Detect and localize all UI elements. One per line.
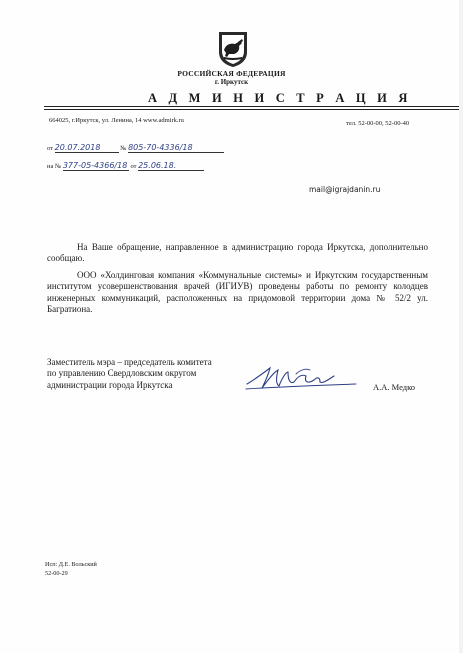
- outgoing-number-label: №: [120, 145, 127, 152]
- body-paragraph-2: [47, 270, 428, 315]
- scan-edge: [459, 0, 463, 653]
- handwritten-signature: [244, 360, 362, 394]
- coat-of-arms-icon: [216, 30, 250, 68]
- city-name: г. Иркутск: [214, 78, 249, 86]
- organization-address: 664025, г.Иркутск, ул. Ленина, 14 www.admirk.ru: [49, 117, 184, 124]
- incoming-number: 377-05-4366/18: [62, 161, 128, 170]
- outgoing-date: 20.07.2018: [55, 143, 119, 153]
- incoming-reference: [47, 161, 204, 171]
- incoming-date: 25.06.18.: [138, 161, 204, 171]
- paragraph-text: На Ваше обращение, направленное в администрацию города Иркутска, дополнительно сообщаю.: [47, 242, 428, 264]
- paragraph-text: ООО «Холдинговая компания «Коммунальные системы» и Иркутским государственным институтом усовершенствования врачей (ИГИУВ) проведены работы по ремонту колодцев инженерных коммуникаций, расположенных на придомовой территории дома № 52/2 ул. Багратиона.: [47, 270, 428, 314]
- executor-info: Исп: Д.Е. Вольский 52-00-29: [45, 561, 97, 577]
- outgoing-date-label: от: [47, 145, 54, 152]
- outgoing-number: 805-70-4336/18: [128, 143, 224, 153]
- signatory-position: Заместитель мэра – председатель комитета по управлению Свердловским округом администрации города Иркутска: [47, 357, 212, 390]
- header-divider-thin: [44, 109, 459, 110]
- incoming-date-label: от: [130, 163, 137, 170]
- organization-title: А Д М И Н И С Т Р А Ц И Я: [148, 91, 412, 105]
- header-divider: [44, 106, 459, 107]
- incoming-number-label: на №: [47, 163, 62, 170]
- country-name: РОССИЙСКАЯ ФЕДЕРАЦИЯ: [177, 69, 286, 78]
- signatory-name: А.А. Медко: [373, 382, 416, 392]
- recipient-email: mail@igrajdanin.ru: [309, 185, 381, 194]
- body-paragraph-1: [47, 242, 428, 265]
- outgoing-reference: [47, 143, 224, 153]
- organization-phone: тел. 52-00-00, 52-00-40: [346, 120, 410, 127]
